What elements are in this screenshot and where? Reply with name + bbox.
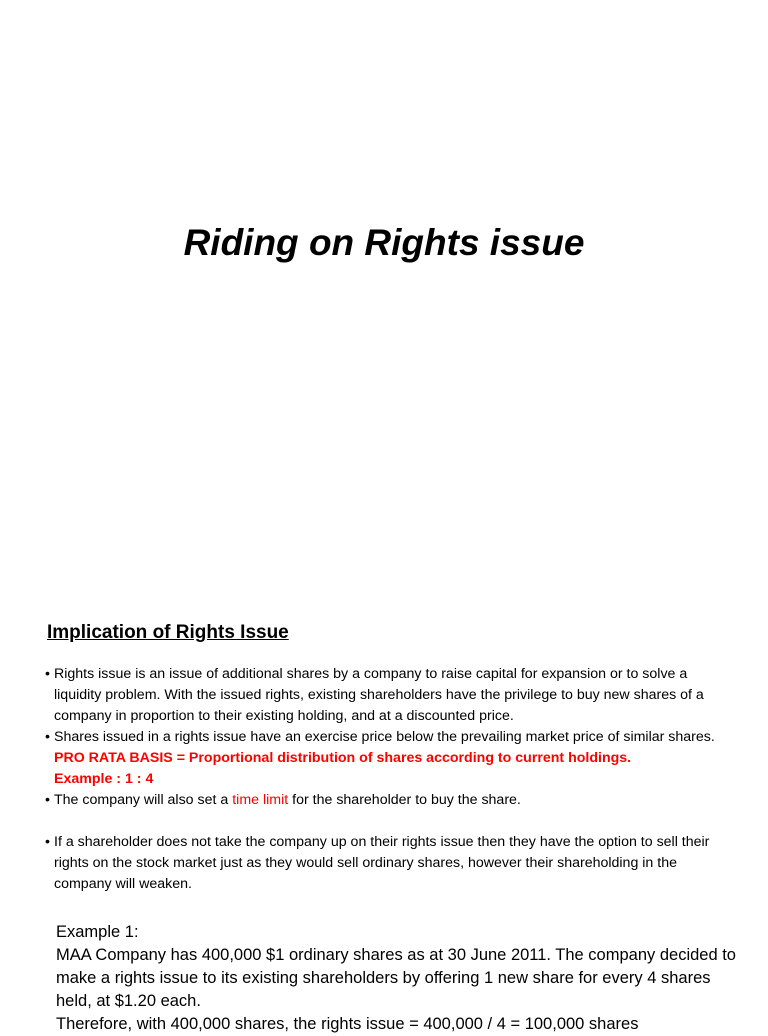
example-therefore: Therefore, with 400,000 shares, the rights issue = 400,000 / 4 = 100,000 shares (56, 1015, 639, 1033)
example-block (56, 921, 746, 1036)
time-limit-highlight: time limit (232, 792, 289, 808)
ratio-example: Example : 1 : 4 (54, 771, 154, 787)
section-heading: Implication of Rights Issue (47, 622, 289, 643)
bullet-text: If a shareholder does not take the company up on their rights issue then they have the option to sell their rights on the stock market just as they would sell ordinary shares, however their shareholding in the company will weaken. (54, 834, 710, 892)
bullet-text: Shares issued in a rights issue have an exercise price below the prevailing market price of similar shares. (54, 729, 715, 745)
bullet-exercise-price (46, 727, 726, 790)
bullet-text-after: for the shareholder to buy the share. (292, 792, 521, 808)
bullet-definition (46, 664, 726, 727)
bullet-text-before: The company will also set a (54, 792, 229, 808)
bullet-time-limit (46, 790, 726, 811)
slide-title: Riding on Rights issue (183, 222, 585, 263)
example-body: MAA Company has 400,000 $1 ordinary shares as at 30 June 2011. The company decided to make a rights issue to its existing shareholders by offering 1 new share for every 4 shares held, at $1.20 each. (56, 946, 736, 1010)
bullet-list (46, 664, 726, 895)
bullet-selling-rights (46, 832, 726, 895)
example-label: Example 1: (56, 923, 139, 941)
bullet-text: Rights issue is an issue of additional shares by a company to raise capital for expansion or to solve a liquidity problem. With the issued rights, existing shareholders have the privilege to buy new shares of a company in proportion to their existing holding, and at a discounted price. (54, 666, 704, 724)
pro-rata-highlight: PRO RATA BASIS = Proportional distribution of shares according to current holdings. (54, 750, 632, 766)
